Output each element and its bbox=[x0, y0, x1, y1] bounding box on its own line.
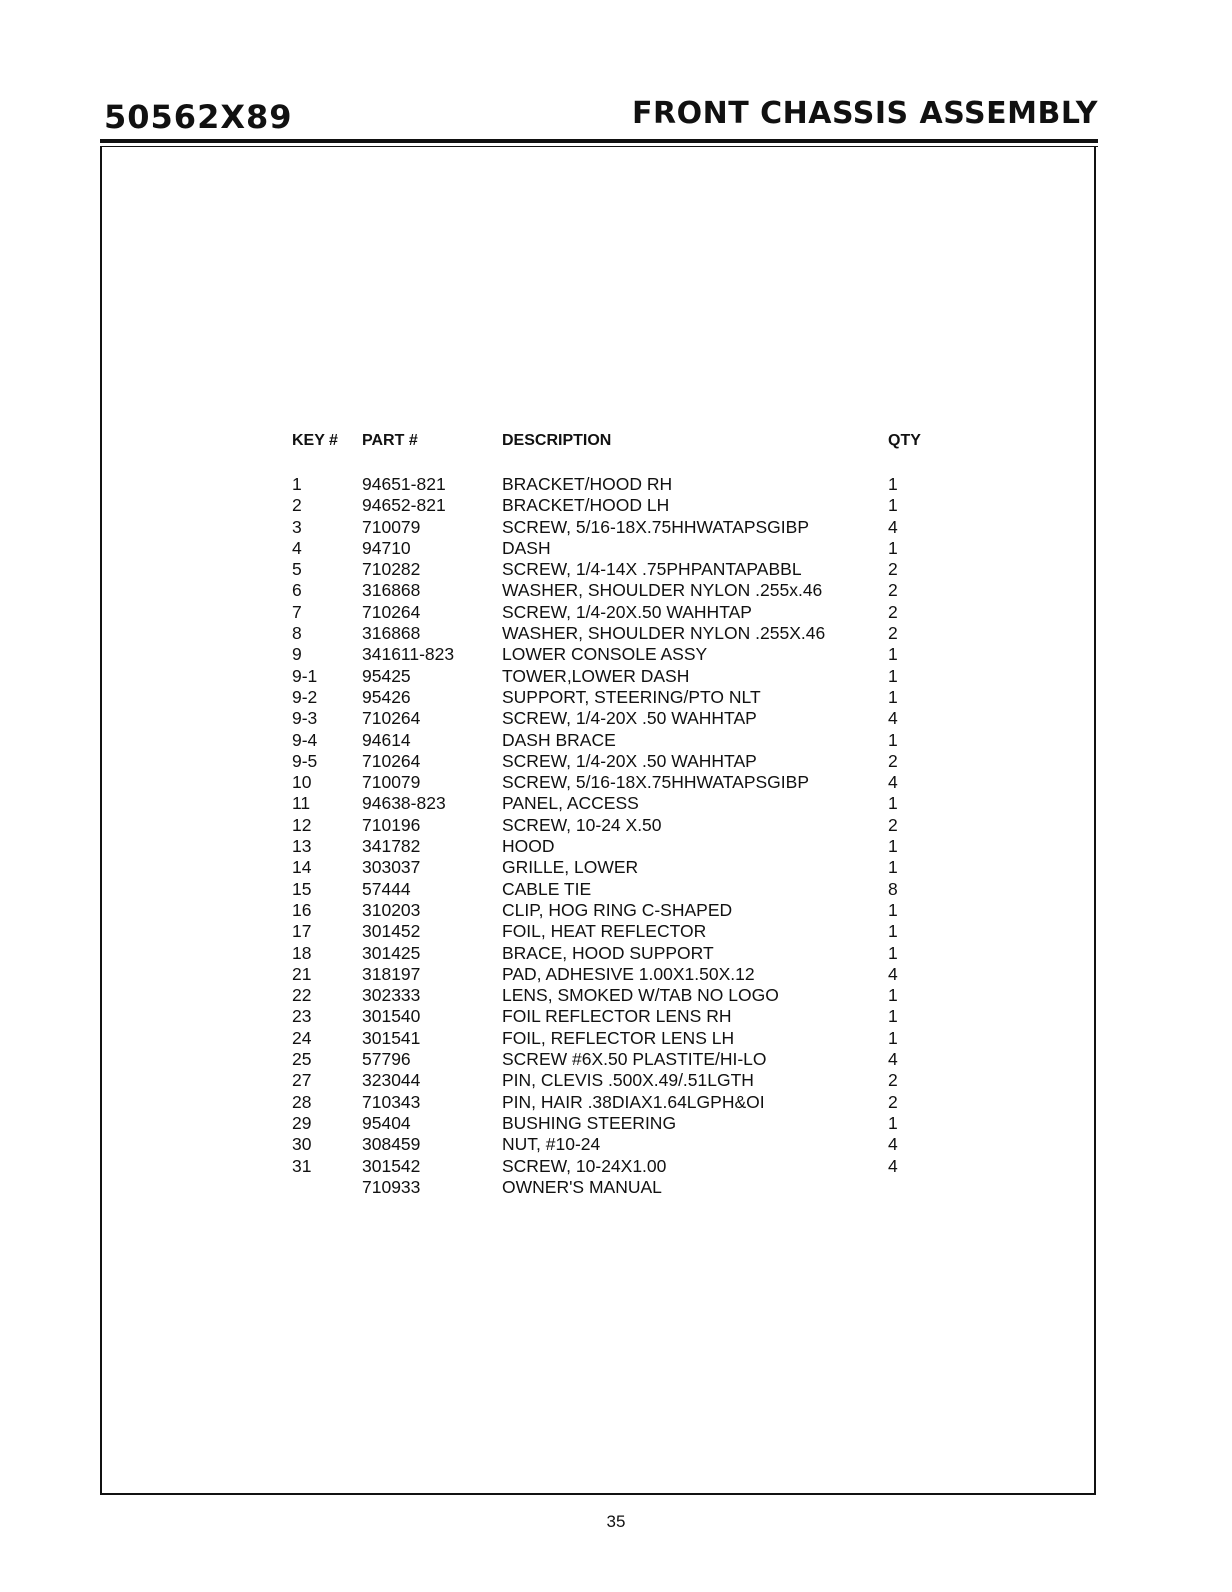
row-description: SCREW, 1/4-20X.50 WAHHTAP bbox=[502, 601, 752, 622]
table-row bbox=[292, 538, 942, 559]
row-key: 18 bbox=[292, 942, 312, 963]
table-row bbox=[292, 1134, 942, 1155]
row-key: 17 bbox=[292, 921, 312, 942]
row-part-number: 323044 bbox=[362, 1070, 421, 1091]
row-description: BRACKET/HOOD LH bbox=[502, 495, 670, 516]
row-qty: 1 bbox=[888, 899, 898, 920]
table-row bbox=[292, 1049, 942, 1070]
row-key: 16 bbox=[292, 899, 312, 920]
row-part-number: 710282 bbox=[362, 559, 421, 580]
row-description: CABLE TIE bbox=[502, 878, 592, 899]
header-rule-thick bbox=[100, 139, 1098, 143]
row-description: PIN, CLEVIS .500X.49/.51LGTH bbox=[502, 1070, 754, 1091]
row-key: 9 bbox=[292, 644, 302, 665]
row-part-number: 57796 bbox=[362, 1049, 411, 1070]
row-key: 12 bbox=[292, 814, 312, 835]
row-description: OWNER'S MANUAL bbox=[502, 1176, 662, 1197]
row-key: 28 bbox=[292, 1091, 312, 1112]
row-qty: 1 bbox=[888, 1006, 898, 1027]
row-key: 21 bbox=[292, 963, 312, 984]
row-part-number: 310203 bbox=[362, 899, 421, 920]
parts-table bbox=[292, 432, 942, 1198]
row-description: HOOD bbox=[502, 836, 555, 857]
table-row bbox=[292, 1156, 942, 1177]
table-row bbox=[292, 900, 942, 921]
page-number: 35 bbox=[606, 1512, 626, 1531]
row-part-number: 94652-821 bbox=[362, 495, 446, 516]
row-key: 22 bbox=[292, 985, 312, 1006]
row-qty: 1 bbox=[888, 474, 898, 494]
table-row bbox=[292, 644, 942, 665]
row-part-number: 710264 bbox=[362, 708, 421, 729]
table-row bbox=[292, 772, 942, 793]
row-part-number: 710264 bbox=[362, 750, 421, 771]
row-qty: 1 bbox=[888, 921, 898, 942]
row-part-number: 710079 bbox=[362, 772, 421, 793]
table-row bbox=[292, 879, 942, 900]
row-qty: 1 bbox=[888, 793, 898, 814]
row-key: 25 bbox=[292, 1049, 312, 1070]
row-part-number: 301540 bbox=[362, 1006, 421, 1027]
row-key: 11 bbox=[292, 793, 311, 814]
row-description: SCREW, 5/16-18X.75HHWATAPSGIBP bbox=[502, 772, 809, 793]
row-description: FOIL, HEAT REFLECTOR bbox=[502, 921, 707, 942]
table-row bbox=[292, 730, 942, 751]
row-key: 15 bbox=[292, 878, 312, 899]
table-row bbox=[292, 793, 942, 814]
row-qty: 4 bbox=[888, 1134, 898, 1155]
row-description: TOWER,LOWER DASH bbox=[502, 665, 690, 686]
row-description: DASH BRACE bbox=[502, 729, 616, 750]
row-part-number: 710343 bbox=[362, 1091, 421, 1112]
table-row bbox=[292, 623, 942, 644]
row-part-number: 710933 bbox=[362, 1176, 421, 1197]
row-qty: 1 bbox=[888, 644, 898, 665]
row-description: WASHER, SHOULDER NYLON .255X.46 bbox=[502, 623, 826, 644]
row-qty: 2 bbox=[888, 814, 898, 835]
row-description: SCREW, 1/4-20X .50 WAHHTAP bbox=[502, 708, 757, 729]
row-description: PAD, ADHESIVE 1.00X1.50X.12 bbox=[502, 963, 755, 984]
row-key: 9-4 bbox=[292, 729, 318, 750]
row-key: 9-1 bbox=[292, 665, 318, 686]
model-number: 50562X89 bbox=[104, 98, 293, 136]
row-qty: 2 bbox=[888, 623, 898, 644]
row-qty: 1 bbox=[888, 857, 898, 878]
row-description: WASHER, SHOULDER NYLON .255x.46 bbox=[502, 580, 823, 601]
table-row bbox=[292, 602, 942, 623]
row-part-number: 95425 bbox=[362, 665, 411, 686]
table-row bbox=[292, 580, 942, 601]
table-row bbox=[292, 495, 942, 516]
row-qty: 1 bbox=[888, 942, 898, 963]
row-key: 9-3 bbox=[292, 708, 318, 729]
row-part-number: 710264 bbox=[362, 601, 421, 622]
row-description: NUT, #10-24 bbox=[502, 1134, 601, 1155]
table-row bbox=[292, 857, 942, 878]
row-description: PANEL, ACCESS bbox=[502, 793, 639, 814]
row-qty: 2 bbox=[888, 750, 898, 771]
row-qty: 4 bbox=[888, 516, 898, 537]
row-key: 5 bbox=[292, 559, 302, 580]
table-row bbox=[292, 964, 942, 985]
row-description: BRACKET/HOOD RH bbox=[502, 474, 673, 494]
row-qty: 4 bbox=[888, 963, 898, 984]
row-description: FOIL, REFLECTOR LENS LH bbox=[502, 1027, 735, 1048]
table-row bbox=[292, 815, 942, 836]
row-part-number: 301425 bbox=[362, 942, 421, 963]
header-qty: QTY bbox=[888, 432, 921, 449]
row-key: 6 bbox=[292, 580, 302, 601]
row-qty: 1 bbox=[888, 495, 898, 516]
row-key: 13 bbox=[292, 836, 312, 857]
row-key: 29 bbox=[292, 1112, 312, 1133]
table-row bbox=[292, 517, 942, 538]
row-part-number: 303037 bbox=[362, 857, 421, 878]
row-key: 9-2 bbox=[292, 686, 318, 707]
row-part-number: 301452 bbox=[362, 921, 421, 942]
row-description: LOWER CONSOLE ASSY bbox=[502, 644, 708, 665]
row-key: 24 bbox=[292, 1027, 312, 1048]
row-part-number: 94651-821 bbox=[362, 474, 446, 494]
table-row bbox=[292, 1070, 942, 1091]
table-body bbox=[292, 474, 942, 1198]
row-description: FOIL REFLECTOR LENS RH bbox=[502, 1006, 732, 1027]
row-part-number: 57444 bbox=[362, 878, 411, 899]
row-part-number: 710079 bbox=[362, 516, 421, 537]
row-qty: 2 bbox=[888, 1091, 898, 1112]
row-description: LENS, SMOKED W/TAB NO LOGO bbox=[502, 985, 779, 1006]
table-row bbox=[292, 1028, 942, 1049]
row-key: 1 bbox=[292, 474, 302, 494]
table-row bbox=[292, 943, 942, 964]
row-part-number: 301541 bbox=[362, 1027, 421, 1048]
row-description: PIN, HAIR .38DIAX1.64LGPH&OI bbox=[502, 1091, 765, 1112]
row-qty: 4 bbox=[888, 772, 898, 793]
row-part-number: 341782 bbox=[362, 836, 421, 857]
header-part: PART # bbox=[362, 432, 418, 449]
table-row bbox=[292, 836, 942, 857]
row-description: DASH bbox=[502, 537, 551, 558]
table-row bbox=[292, 559, 942, 580]
row-description: SCREW, 1/4-14X .75PHPANTAPABBL bbox=[502, 559, 802, 580]
row-part-number: 316868 bbox=[362, 580, 421, 601]
table-row bbox=[292, 1177, 942, 1198]
row-description: SCREW, 1/4-20X .50 WAHHTAP bbox=[502, 750, 757, 771]
row-part-number: 95426 bbox=[362, 686, 411, 707]
row-qty: 1 bbox=[888, 729, 898, 750]
row-key: 3 bbox=[292, 516, 302, 537]
table-row bbox=[292, 985, 942, 1006]
row-description: SCREW #6X.50 PLASTITE/HI-LO bbox=[502, 1049, 767, 1070]
row-part-number: 316868 bbox=[362, 623, 421, 644]
row-part-number: 94638-823 bbox=[362, 793, 446, 814]
row-qty: 2 bbox=[888, 580, 898, 601]
table-row bbox=[292, 474, 942, 495]
header-description: DESCRIPTION bbox=[502, 432, 612, 449]
row-description: SCREW, 10-24 X.50 bbox=[502, 814, 662, 835]
table-row bbox=[292, 687, 942, 708]
table-header bbox=[292, 432, 942, 452]
row-part-number: 710196 bbox=[362, 814, 421, 835]
row-description: SCREW, 10-24X1.00 bbox=[502, 1155, 667, 1176]
row-qty: 4 bbox=[888, 708, 898, 729]
row-part-number: 308459 bbox=[362, 1134, 421, 1155]
table-row bbox=[292, 708, 942, 729]
row-description: CLIP, HOG RING C-SHAPED bbox=[502, 899, 733, 920]
header-key: KEY # bbox=[292, 432, 338, 449]
row-qty: 4 bbox=[888, 1155, 898, 1176]
row-qty: 2 bbox=[888, 1070, 898, 1091]
table-row bbox=[292, 1006, 942, 1027]
row-qty: 4 bbox=[888, 1049, 898, 1070]
row-qty: 2 bbox=[888, 601, 898, 622]
row-key: 4 bbox=[292, 537, 302, 558]
row-description: GRILLE, LOWER bbox=[502, 857, 639, 878]
row-key: 27 bbox=[292, 1070, 312, 1091]
row-qty: 1 bbox=[888, 665, 898, 686]
table-row bbox=[292, 751, 942, 772]
row-key: 14 bbox=[292, 857, 312, 878]
row-description: SCREW, 5/16-18X.75HHWATAPSGIBP bbox=[502, 516, 809, 537]
row-key: 2 bbox=[292, 495, 302, 516]
row-qty: 1 bbox=[888, 985, 898, 1006]
row-key: 8 bbox=[292, 623, 302, 644]
section-title: FRONT CHASSIS ASSEMBLY bbox=[632, 96, 1098, 131]
row-part-number: 94614 bbox=[362, 729, 411, 750]
row-part-number: 94710 bbox=[362, 537, 411, 558]
table-row bbox=[292, 1092, 942, 1113]
row-key: 9-5 bbox=[292, 750, 318, 771]
row-key: 7 bbox=[292, 601, 302, 622]
row-qty: 1 bbox=[888, 686, 898, 707]
row-key: 31 bbox=[292, 1155, 312, 1176]
table-row bbox=[292, 666, 942, 687]
row-qty bbox=[888, 1177, 928, 1198]
row-description: SUPPORT, STEERING/PTO NLT bbox=[502, 686, 761, 707]
row-qty: 1 bbox=[888, 537, 898, 558]
row-qty: 2 bbox=[888, 559, 898, 580]
table-row bbox=[292, 921, 942, 942]
table-row bbox=[292, 1113, 942, 1134]
row-qty: 1 bbox=[888, 1112, 898, 1133]
row-part-number: 301542 bbox=[362, 1155, 421, 1176]
row-part-number: 95404 bbox=[362, 1112, 411, 1133]
row-key: 23 bbox=[292, 1006, 312, 1027]
row-part-number: 318197 bbox=[362, 963, 421, 984]
row-qty: 1 bbox=[888, 1027, 898, 1048]
row-part-number: 302333 bbox=[362, 985, 421, 1006]
row-part-number: 341611-823 bbox=[362, 644, 455, 665]
row-description: BUSHING STEERING bbox=[502, 1112, 677, 1133]
row-key bbox=[292, 1177, 362, 1198]
row-qty: 1 bbox=[888, 836, 898, 857]
row-qty: 8 bbox=[888, 878, 898, 899]
row-key: 30 bbox=[292, 1134, 312, 1155]
row-description: BRACE, HOOD SUPPORT bbox=[502, 942, 714, 963]
row-key: 10 bbox=[292, 772, 312, 793]
